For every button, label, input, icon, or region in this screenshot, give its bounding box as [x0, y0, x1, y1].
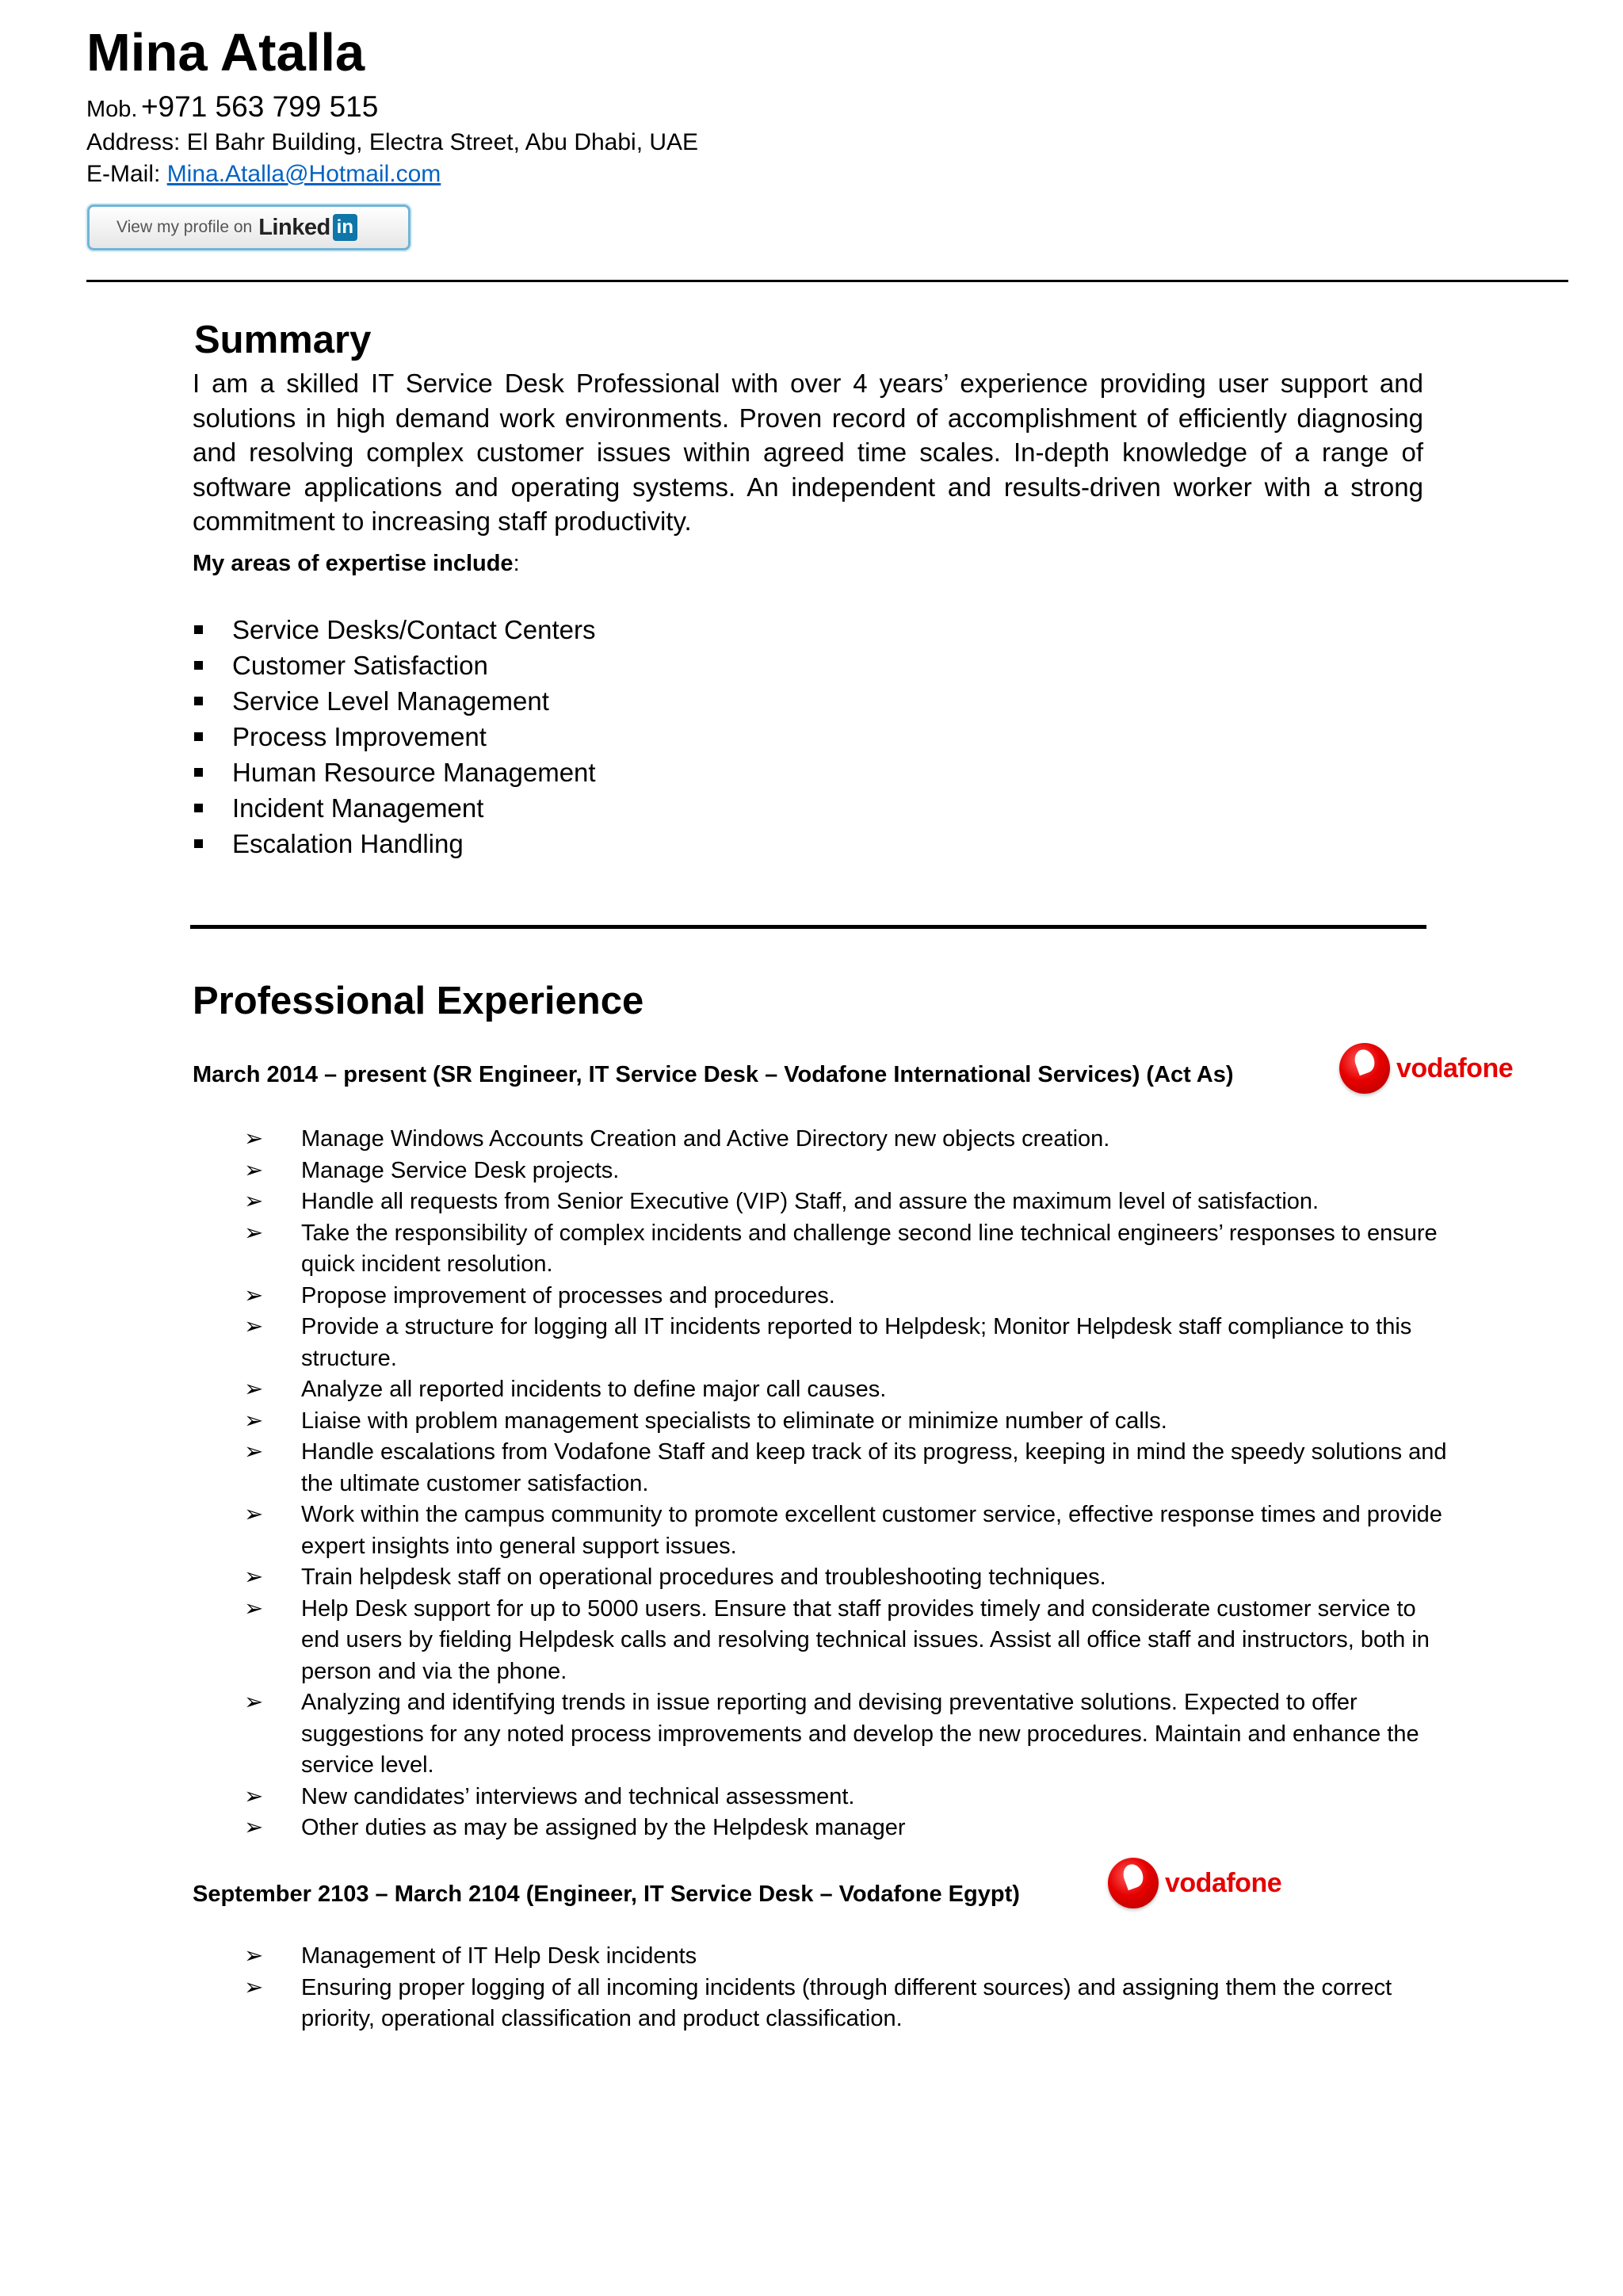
expertise-title [193, 548, 520, 579]
duty-text: Train helpdesk staff on operational procedures and troubleshooting techniques. [301, 1564, 1106, 1590]
duty-text: Help Desk support for up to 5000 users. Ensure that staff provides timely and considerate customer service to end users by fielding Helpdesk calls and resolving technical issues. Assist all office staff and instructors, both in person and via the phone. [301, 1595, 1430, 1684]
duty-text: Take the responsibility of complex incidents and challenge second line technical engineers’ responses to ensure quick incident resolution. [301, 1220, 1438, 1277]
arrow-bullet-icon: ➢ [244, 1126, 264, 1152]
job-duties [193, 1124, 1461, 1844]
vodafone-wordmark: vodafone [1396, 1052, 1514, 1083]
mobile-label: Mob. [86, 97, 138, 122]
job-title: September 2103 – March 2104 (Engineer, IT Service Desk – Vodafone Egypt) [193, 1881, 1020, 1907]
linkedin-prefix: View my profile on [116, 218, 253, 236]
arrow-bullet-icon: ➢ [244, 1783, 264, 1809]
square-bullet-icon [194, 697, 203, 705]
arrow-bullet-icon: ➢ [244, 1314, 264, 1339]
vodafone-wordmark: vodafone [1165, 1867, 1282, 1898]
duty-item [193, 1186, 1461, 1218]
duty-text: Analyzing and identifying trends in issue reporting and devising preventative solutions. Expected to offer suggestions for any noted process improvements and develop the new procedures. Maintain and enhance the service level. [301, 1690, 1419, 1778]
duty-item [193, 1374, 1461, 1406]
expertise-item-text: Service Level Management [232, 686, 549, 716]
square-bullet-icon [194, 768, 203, 777]
duty-item [193, 1941, 1461, 1973]
arrow-bullet-icon: ➢ [244, 1502, 264, 1527]
duty-text: Handle all requests from Senior Executive (VIP) Staff, and assure the maximum level of satisfaction. [301, 1189, 1319, 1214]
duty-item [193, 1782, 1461, 1813]
square-bullet-icon [194, 732, 203, 741]
expertise-item-text: Incident Management [232, 793, 484, 823]
linkedin-icon: in [333, 214, 357, 241]
linkedin-wordmark: Linked [258, 214, 330, 240]
square-bullet-icon [194, 839, 203, 848]
duty-text: Other duties as may be assigned by the Helpdesk manager [301, 1815, 906, 1840]
duty-text: New candidates’ interviews and technical assessment. [301, 1783, 855, 1809]
expertise-item-text: Process Improvement [232, 722, 487, 751]
duty-item [193, 1156, 1461, 1187]
duty-text: Handle escalations from Vodafone Staff and keep track of its progress, keeping in mind the speedy solutions and the ultimate customer satisfaction. [301, 1439, 1447, 1496]
vodafone-logo [1339, 1043, 1513, 1094]
experience-heading: Professional Experience [193, 980, 644, 1022]
arrow-bullet-icon: ➢ [244, 1815, 264, 1840]
arrow-bullet-icon: ➢ [244, 1282, 264, 1308]
expertise-item-text: Service Desks/Contact Centers [232, 615, 596, 644]
duty-item [193, 1562, 1461, 1594]
duty-item [193, 1437, 1461, 1499]
expertise-item [193, 648, 596, 683]
arrow-bullet-icon: ➢ [244, 1690, 264, 1715]
duty-item [193, 1813, 1461, 1844]
email-link[interactable]: Mina.Atalla@Hotmail.com [166, 161, 441, 187]
expertise-item [193, 683, 596, 719]
duty-text: Management of IT Help Desk incidents [301, 1943, 697, 1969]
duty-text: Provide a structure for logging all IT incidents reported to Helpdesk; Monitor Helpdesk staff compliance to this structure. [301, 1314, 1412, 1371]
arrow-bullet-icon: ➢ [244, 1377, 264, 1402]
expertise-item [193, 612, 596, 648]
arrow-bullet-icon: ➢ [244, 1157, 264, 1183]
mobile-line [86, 90, 378, 131]
mobile-number: +971 563 799 515 [140, 90, 379, 123]
duty-item [193, 1594, 1461, 1688]
expertise-item [193, 719, 596, 755]
expertise-title-text: My areas of expertise include [193, 551, 514, 576]
duty-item [193, 1687, 1461, 1782]
expertise-item-text: Human Resource Management [232, 758, 596, 787]
expertise-title-colon: : [513, 551, 520, 576]
duty-item [193, 1281, 1461, 1312]
duty-text: Propose improvement of processes and procedures. [301, 1282, 835, 1308]
duty-item [193, 1124, 1461, 1156]
arrow-bullet-icon: ➢ [244, 1408, 264, 1434]
arrow-bullet-icon: ➢ [244, 1439, 264, 1465]
duty-item [193, 1406, 1461, 1438]
vodafone-speechmark-icon [1108, 1858, 1159, 1908]
duty-text: Analyze all reported incidents to define major call causes. [301, 1377, 887, 1402]
arrow-bullet-icon: ➢ [244, 1974, 264, 2000]
duty-text: Manage Windows Accounts Creation and Active Directory new objects creation. [301, 1126, 1110, 1152]
arrow-bullet-icon: ➢ [244, 1564, 264, 1590]
duty-text: Ensuring proper logging of all incoming incidents (through different sources) and assigning them the correct priority, operational classification and product classification. [301, 1974, 1392, 2031]
arrow-bullet-icon: ➢ [244, 1220, 264, 1246]
expertise-item-text: Customer Satisfaction [232, 651, 488, 680]
duty-item [193, 1973, 1461, 2035]
header-divider [86, 280, 1568, 282]
section-divider [190, 925, 1426, 929]
email-line [86, 159, 441, 190]
duty-text: Manage Service Desk projects. [301, 1157, 620, 1183]
expertise-item [193, 826, 596, 861]
summary-text: I am a skilled IT Service Desk Professional with over 4 years’ experience providing user support and solutions in high demand work environments. Proven record of accomplishment of efficiently diagnosing and resolving complex customer issues within agreed time scales. In-depth knowledge of a range of software applications and operating systems. An independent and results-driven worker with a strong commitment to increasing staff productivity. [193, 369, 1423, 536]
arrow-bullet-icon: ➢ [244, 1595, 264, 1622]
expertise-list [193, 612, 596, 861]
expertise-item [193, 790, 596, 826]
arrow-bullet-icon: ➢ [244, 1189, 264, 1214]
address: Address: El Bahr Building, Electra Street, Abu Dhabi, UAE [86, 129, 699, 155]
arrow-bullet-icon: ➢ [244, 1943, 264, 1969]
duty-text: Liaise with problem management specialists to eliminate or minimize number of calls. [301, 1408, 1167, 1434]
candidate-name: Mina Atalla [86, 23, 365, 82]
vodafone-speechmark-icon [1339, 1043, 1390, 1094]
square-bullet-icon [194, 804, 203, 812]
square-bullet-icon [194, 661, 203, 670]
duty-item [193, 1499, 1461, 1562]
square-bullet-icon [194, 625, 203, 634]
job-title: March 2014 – present (SR Engineer, IT Service Desk – Vodafone International Services) (Act As) [193, 1062, 1234, 1087]
job-duties [193, 1941, 1461, 2035]
duty-text: Work within the campus community to promote excellent customer service, effective response times and provide expert insights into general support issues. [301, 1502, 1442, 1559]
summary-heading: Summary [194, 319, 372, 361]
email-label: E-Mail: [86, 161, 161, 187]
linkedin-profile-button[interactable] [87, 204, 411, 250]
vodafone-logo [1108, 1858, 1281, 1908]
duty-item [193, 1312, 1461, 1374]
duty-item [193, 1218, 1461, 1281]
expertise-item-text: Escalation Handling [232, 829, 464, 858]
expertise-item [193, 755, 596, 790]
